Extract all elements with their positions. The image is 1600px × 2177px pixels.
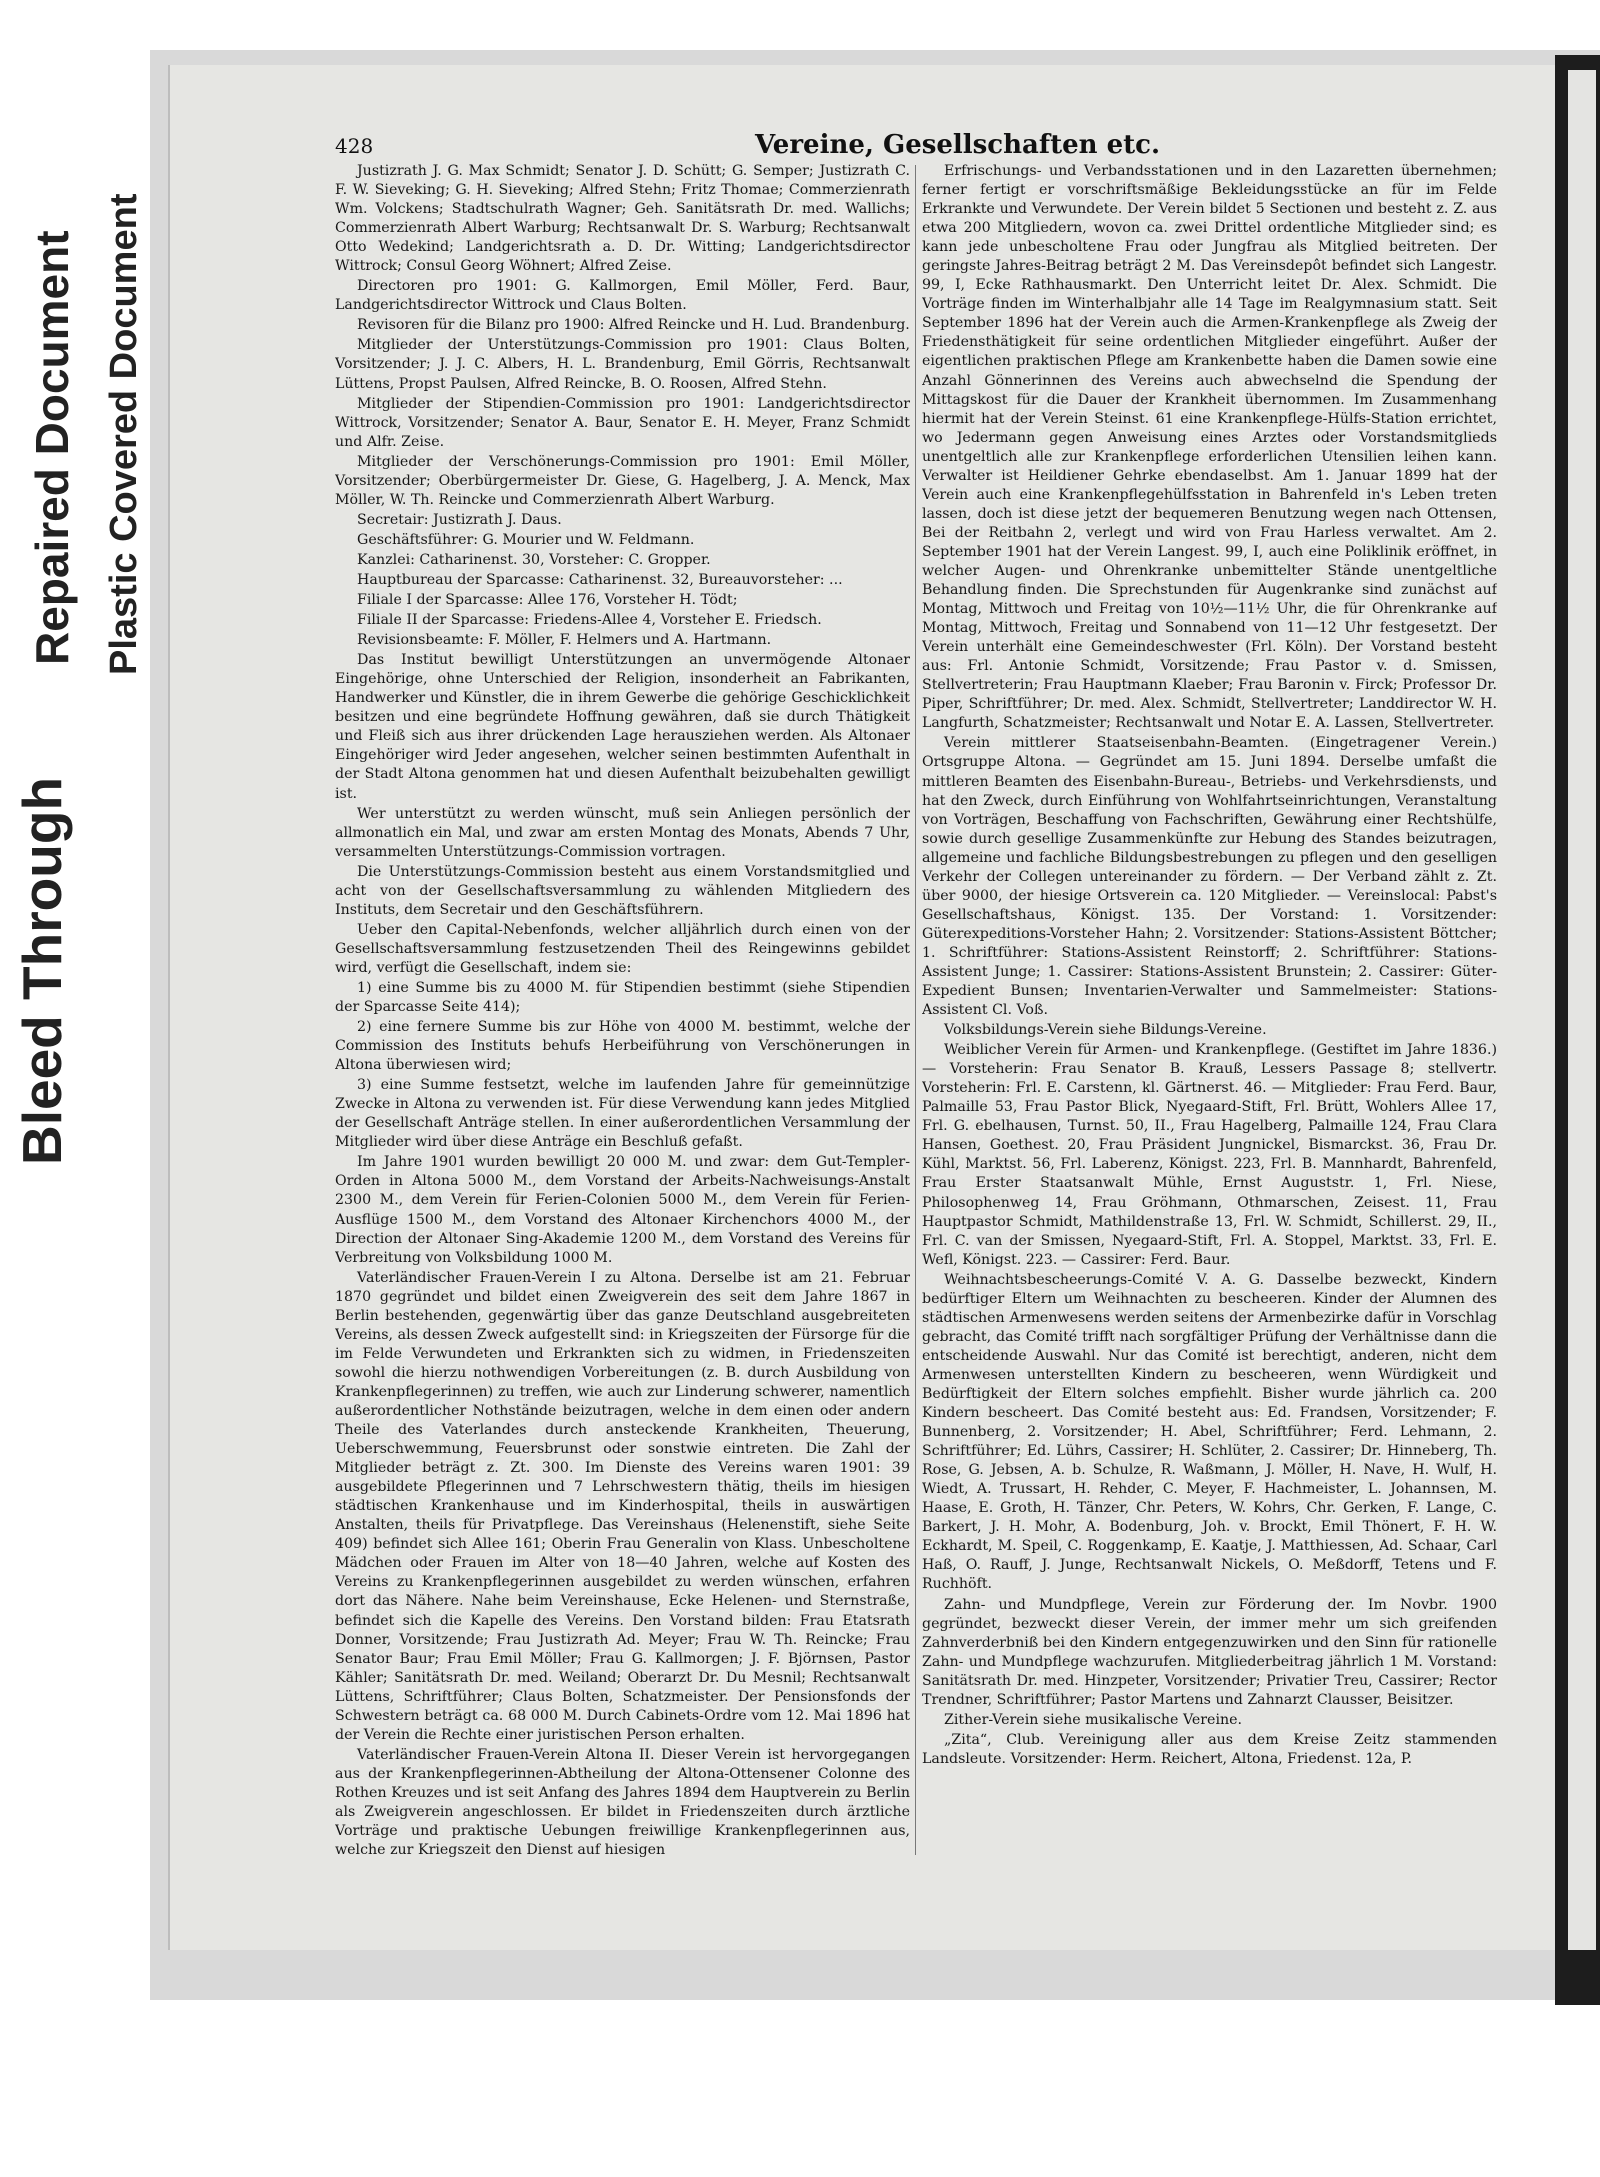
paragraph: Die Unterstützungs-Commission besteht aus einem Vorstandsmitglied und acht von der Gesellschaftsversammlung zu wählenden Mitgliedern des Instituts, dem Secretair und den Geschäftsführern. (335, 863, 910, 918)
paragraph: 1) eine Summe bis zu 4000 M. für Stipendien bestimmt (siehe Stipendien der Sparcasse Seite 414); (335, 979, 910, 1016)
label-repaired-document: Repaired Document (26, 230, 78, 665)
adjacent-page-edge (1568, 70, 1596, 1950)
label-bleed-through: Bleed Through (11, 776, 73, 1165)
paragraph: Im Jahre 1901 wurden bewilligt 20 000 M. und zwar: dem Gut-Templer-Orden in Altona 5000 M., dem Vorstand der Arbeits-Nachweisungs-Anstalt 2300 M., dem Verein für Ferien-Colonien 5000 M., dem Verein für Ferien-Ausflüge 1500 M., dem Vorstand des Altonaer Kirchenchors 4000 M., der Direction der Altonaer Sing-Akademie 1200 M., dem Vorstand des Vereins für Verbreitung von Volksbildung 1000 M. (335, 1154, 910, 1266)
paragraph: 3) eine Summe festsetzt, welche im laufenden Jahre für gemeinnützige Zwecke in Altona zu verwenden ist. Für diese Verwendung kann jedes Mitglied der Gesellschaft Anträge stellen. In einer außerordentlichen Versammlung der Mitglieder wird über diese Anträge ein Beschluß gefaßt. (335, 1077, 910, 1151)
page-header (335, 130, 1485, 164)
paragraph: Mitglieder der Stipendien-Commission pro 1901: Landgerichtsdirector Wittrock, Vorsitzender; Senator A. Baur, Senator E. H. Meyer, Franz Schmidt und Alfr. Zeise. (335, 395, 910, 450)
paragraph: Wer unterstützt zu werden wünscht, muß sein Anliegen persönlich der allmonatlich ein Mal, und zwar am ersten Montag des Monats, Abends 7 Uhr, versammelten Unterstützungs-Commission vortragen. (335, 805, 910, 860)
paragraph: Das Institut bewilligt Unterstützungen an unvermögende Altonaer Eingehörige, ohne Unterschied der Religion, insonderheit an Fabrikanten, Handwerker und Künstler, die in ihrem Gewerbe die gehörige Geschicklichkeit besitzen und eine begründete Hoffnung gewähren, daß sie durch Thätigkeit und Fleiß sich aus ihrer drückenden Lage herausziehen werden. Als Altonaer Eingehöriger wird Jeder angesehen, welcher seinen bestimmten Aufenthalt in der Stadt Altona genommen hat und diesen Aufenthalt beizubehalten gewilligt ist. (335, 652, 910, 802)
paragraph: Weiblicher Verein für Armen- und Krankenpflege. (Gestiftet im Jahre 1836.) — Vorsteherin: Frau Senator B. Krauß, Lessers Passage 8; stellvertr. Vorsteherin: Frl. E. Carstenn, kl. Gärtnerst. 46. — Mitglieder: Frau Ferd. Baur, Palmaille 53, Frau Pastor Blick, Nyegaard-Stift, Frl. Brütt, Wohlers Allee 17, Frl. G. ebelhausen, Turnst. 50, II., Frau Hagelberg, Palmaille 124, Frau Clara Hansen, Goethest. 20, Frau Präsident Jungnickel, Bismarckst. 36, Frau Dr. Kühl, Marktst. 56, Frl. Laberenz, Königst. 223, Frl. B. Mannhardt, Bahrenfeld, Frau Erster Staatsanwalt Mühle, Ernst Auguststr. 1, Frl. Niese, Philosophenweg 14, Frau Gröhmann, Othmarschen, Zeisest. 11, Frau Hauptpastor Schmidt, Mathildenstraße 13, Frl. W. Schmidt, Schillerst. 29, II., Frl. C. van der Smissen, Nyegaard-Stift, Frl. A. Stoppel, Marktst. 33, Frl. E. Wefl, Königst. 223. — Cassirer: Ferd. Baur. (922, 1042, 1497, 1268)
paragraph: Ueber den Capital-Nebenfonds, welcher alljährlich durch einen von der Gesellschaftsversammlung festzusetzenden Theil des Reingewinns gebildet wird, verfügt die Gesellschaft, indem sie: (335, 921, 910, 976)
page-title: Vereine, Gesellschaften etc. (755, 130, 1161, 160)
label-plastic-covered-document: Plastic Covered Document (103, 193, 145, 675)
paragraph: Kanzlei: Catharinenst. 30, Vorsteher: C. Gropper. (357, 551, 711, 568)
paragraph: Geschäftsführer: G. Mourier und W. Feldmann. (357, 531, 695, 548)
paragraph: Vaterländischer Frauen-Verein Altona II. Dieser Verein ist hervorgegangen aus der Krankenpflegerinnen-Abtheilung der Altona-Ottensener Colonne des Rothen Kreuzes und ist seit Anfang des Jahres 1894 dem Hauptverein zu Berlin als Zweigverein angeschlossen. Er bildet in Friedenszeiten durch ärztliche Vorträge und praktische Uebungen freiwillige Krankenpflegerinnen aus, welche zur Kriegszeit den Dienst auf hiesigen (335, 1746, 910, 1859)
right-column (922, 162, 1497, 1882)
left-column (335, 162, 910, 1882)
paragraph: Revisoren für die Bilanz pro 1900: Alfred Reincke und H. Lud. Brandenburg. (357, 317, 910, 334)
paragraph: Filiale II der Sparcasse: Friedens-Allee 4, Vorsteher E. Friedsch. (357, 612, 822, 629)
paragraph: Mitglieder der Unterstützungs-Commission pro 1901: Claus Bolten, Vorsitzender; J. J. C. Albers, H. L. Brandenburg, Emil Görris, Rechtsanwalt Lüttens, Propst Paulsen, Alfred Reincke, B. O. Roosen, Alfred Stehn. (335, 337, 910, 392)
paragraph: Zahn- und Mundpflege, Verein zur Förderung der. Im Novbr. 1900 gegründet, bezweckt dieser Verein, der immer mehr um sich greifenden Zahnverderbniß bei den Kindern entgegenzuwirken und den Sinn für rationelle Zahn- und Mundpflege wachzurufen. Mitgliederbeitrag jährlich 1 M. Vorstand: Sanitätsrath Dr. med. Hinzpeter, Vorsitzender; Privatier Treu, Cassirer; Rector Trendner, Schriftführer; Pastor Martens und Zahnarzt Clausser, Beisitzer. (922, 1596, 1497, 1708)
paragraph: Vaterländischer Frauen-Verein I zu Altona. Derselbe ist am 21. Februar 1870 gegründet und bildet einen Zweigverein des seit dem Jahre 1867 in Berlin bestehenden, gegenwärtig über das ganze Deutschland ausgebreiteten Vereins, als dessen Zweck aufgestellt sind: in Kriegszeiten der Fürsorge für die im Felde Verwundeten und Erkrankten sich zu widmen, in Friedenszeiten sowohl die hierzu nothwendigen Vorbereitungen (z. B. durch Ausbildung von Krankenpflegerinnen) zu treffen, wie auch zur Linderung schwerer, namentlich außerordentlicher Nothstände beizutragen, welche in dem einen oder andern Theile des Vaterlandes durch ansteckende Krankheiten, Theuerung, Ueberschwemmung, Feuersbrunst oder sonstwie eintreten. Die Zahl der Mitglieder beträgt z. Zt. 300. Im Dienste des Vereins waren 1901: 39 ausgebildete Pflegerinnen und 7 Lehrschwestern thätig, theils im hiesigen städtischen Krankenhause und im Kinderhospital, theils in auswärtigen Anstalten, theils für Privatpflege. Das Vereinshaus (Helenenstift, siehe Seite 409) befindet sich Allee 161; Oberin Frau Generalin von Klass. Unbescholtene Mädchen oder Frauen im Alter von 18—40 Jahren, welche auf Kosten des Vereins zu Krankenpflegerinnen ausgebildet zu werden wünschen, erfahren dort das Nähere. Nahe beim Vereinshause, Ecke Helenen- und Sternstraße, befindet sich die Kapelle des Vereins. Den Vorstand bilden: Frau Etatsrath Donner, Vorsitzende; Frau Justizrath Ad. Meyer; Frau W. Th. Reincke; Frau Senator Baur; Frau Emil Möller; Frau G. Kallmorgen; J. F. Björnsen, Pastor Kähler; Sanitätsrath Dr. med. Weiland; Oberarzt Dr. Du Mesnil; Rechtsanwalt Lüttens, Schriftführer; Claus Bolten, Schatzmeister. Der Pensionsfonds der Schwestern beträgt ca. 68 000 M. Durch Cabinets-Ordre vom 12. Mai 1896 hat der Verein die Rechte einer juristischen Person erhalten. (335, 1269, 910, 1743)
paragraph: 2) eine fernere Summe bis zur Höhe von 4000 M. bestimmt, welche der Commission des Instituts behufs Herbeiführung von Verschönerungen in Altona überwiesen wird; (335, 1019, 910, 1074)
paragraph: Weihnachtsbescheerungs-Comité V. A. G. Dasselbe bezweckt, Kindern bedürftiger Eltern um Weihnachten zu bescheeren. Kinder der Alumnen des städtischen Armenwesens werden seitens der Armenbezirke dafür in Vorschlag gebracht, das Comité trifft nach sorgfältiger Prüfung der Verhältnisse dann die entscheidende Auswahl. Nur das Comité ist berechtigt, anderen, nicht dem Armenwesen unterstellten Kindern zu bescheeren, wenn Würdigkeit und Bedürftigkeit der Eltern solches empfiehlt. Bisher wurde jährlich ca. 200 Kindern bescheert. Das Comité besteht aus: Ed. Frandsen, Vorsitzender; F. Bunnenberg, 2. Vorsitzender; H. Abel, Schriftführer; Ferd. Lehmann, 2. Schriftführer; Ed. Lührs, Cassirer; H. Schlüter, 2. Cassirer; Dr. Hinneberg, Th. Rose, G. Jebsen, A. b. Schulze, R. Waßmann, J. Möller, H. Nave, H. Wulf, H. Wiedt, A. Trussart, H. Rehder, C. Meyer, F. Hachmeister, L. Johannsen, M. Haase, E. Groth, H. Tänzer, Chr. Peters, W. Kohrs, Chr. Gerken, F. Lange, C. Barkert, J. H. Mohr, A. Bodenburg, Joh. v. Brockt, Emil Thönert, F. H. W. Eckhardt, M. Speil, C. Roggenkamp, E. Kaatje, J. Matthiessen, Ad. Schaar, Carl Haß, O. Rauff, J. Junge, Rechtsanwalt Nickels, O. Meßdorff, Tetens und F. Ruchhöft. (922, 1271, 1497, 1593)
paragraph: Erfrischungs- und Verbandsstationen und in den Lazaretten übernehmen; ferner fertigt er vorschriftsmäßige Bekleidungsstücke an für im Felde Erkrankte und Verwundete. Der Verein bildet 5 Sectionen und besteht z. Z. aus etwa 200 Mitgliedern, wovon ca. zwei Drittel ordentliche Mitglieder sind; es kann jede unbescholtene Frau oder Jungfrau als Mitglied beitreten. Der geringste Jahres-Beitrag beträgt 2 M. Das Vereinsdepôt befindet sich Langestr. 99, I, Ecke Rathhausmarkt. Den Unterricht leitet Dr. Alex. Schmidt. Die Vorträge finden im Winterhalbjahr alle 14 Tage im Realgymnasium statt. Seit September 1896 hat der Verein auch die Armen-Krankenpflege als Zweig der Friedensthätigkeit für seine ordentlichen Mitglieder eingeführt. Außer der eigentlichen praktischen Pflege am Krankenbette haben die Damen sowie eine Anzahl Gönnerinnen des Vereins auch abwechselnd die Spendung der Mittagskost für die Dauer der Krankheit übernommen. Im Zusammenhang hiermit hat der Verein Steinst. 61 eine Krankenpflege-Hülfs-Station errichtet, wo Jedermann gegen Anweisung eines Arztes oder Vorstandsmitglieds unentgeltlich alle zur Krankenpflege erforderlichen Utensilien leihen kann. Verwalter ist Heildiener Gehrke ebendaselbst. Am 1. Januar 1899 hat der Verein auch eine Krankenpflegehülfsstation in Bahrenfeld in's Leben treten lassen, doch ist diese jetzt der bequemeren Benutzung wegen nach Ottensen, Bei der Reitbahn 2, verlegt und wird von Frau Harless verwaltet. Am 2. September 1901 hat der Verein Langest. 99, I, auch eine Poliklinik eröffnet, in welcher Augen- und Ohrenkranke unbemittelter Stände unentgeltliche Behandlung finden. Die Sprechstunden für Augenkranke sind zunächst auf Montag, Mittwoch und Freitag von 10½—11½ Uhr, die für Ohrenkranke auf Montag, Mittwoch, Freitag und Sonnabend von 11—12 Uhr festgesetzt. Der Verein unterhält eine Gemeindeschwester (Frl. Köln). Der Vorstand besteht aus: Frl. Antonie Schmidt, Vorsitzende; Frau Pastor v. d. Smissen, Stellvertreterin; Frau Hauptmann Klaeber; Frau Baronin v. Firck; Professor Dr. Piper, Schriftführer; Dr. med. Alex. Schmidt, Stellvertreter; Landdirector W. H. Langfurth, Schatzmeister; Rechtsanwalt und Notar E. A. Lassen, Stellvertreter. (922, 163, 1497, 732)
paragraph: Directoren pro 1901: G. Kallmorgen, Emil Möller, Ferd. Baur, Landgerichtsdirector Wittrock und Claus Bolten. (335, 278, 910, 314)
column-divider (915, 165, 916, 1855)
page-number: 428 (335, 134, 374, 158)
paragraph: Hauptbureau der Sparcasse: Catharinenst. 32, Bureauvorsteher: ... (357, 571, 843, 588)
paragraph: Filiale I der Sparcasse: Allee 176, Vorsteher H. Tödt; (357, 592, 738, 609)
paragraph: Volksbildungs-Verein siehe Bildungs-Vereine. (944, 1022, 1267, 1039)
paragraph: Revisionsbeamte: F. Möller, F. Helmers und A. Hartmann. (357, 632, 772, 649)
paragraph: Zither-Verein siehe musikalische Vereine. (944, 1711, 1243, 1728)
paragraph: Verein mittlerer Staatseisenbahn-Beamten. (Eingetragener Verein.) Ortsgruppe Altona. — Gegründet am 15. Juni 1894. Derselbe umfaßt die mittleren Beamten des Eisenbahn-Bureau-, Betriebs- und Verkehrsdiensts, und hat den Zweck, durch Einführung von Wohlfahrtseinrichtungen, Veranstaltung von Vorträgen, Beschaffung von Fachschriften, Gewährung einer Rechtshülfe, sowie durch gesellige Zusammenkünfte zur Hebung des Standes beizutragen, allgemeine und fachliche Bildungsbestrebungen zu pflegen und den geselligen Verkehr der Collegen untereinander zu fördern. — Der Verband zählt z. Zt. über 9000, der hiesige Ortsverein ca. 120 Mitglieder. — Vereinslocal: Pabst's Gesellschaftshaus, Königst. 135. Der Vorstand: 1. Vorsitzender: Güterexpeditions-Vorsteher Hahn; 2. Vorsitzender: Stations-Assistent Böttcher; 1. Schriftführer: Stations-Assistent Reinstorff; 2. Schriftführer: Stations-Assistent Junge; 1. Cassirer: Stations-Assistent Brunstein; 2. Cassirer: Güter-Expedient Bunsen; Inventarien-Verwalter und Sammelmeister: Stations-Assistent Cl. Voß. (922, 735, 1497, 1019)
paragraph: Justizrath J. G. Max Schmidt; Senator J. D. Schütt; G. Semper; Justizrath C. F. W. Sieveking; G. H. Sieveking; Alfred Stehn; Fritz Thomae; Commerzienrath Wm. Volckens; Stadtschulrath Wagner; Geh. Sanitätsrath Dr. med. Wallichs; Commerzienrath Albert Warburg; Rechtsanwalt Dr. S. Warburg; Rechtsanwalt Otto Wedekind; Landgerichtsrath a. D. Dr. Witting; Landgerichtsdirector Wittrock; Consul Georg Wöhnert; Alfred Zeise. (335, 163, 910, 275)
paragraph: Mitglieder der Verschönerungs-Commission pro 1901: Emil Möller, Vorsitzender; Oberbürgermeister Dr. Giese, G. Hagelberg, J. A. Menck, Max Möller, W. Th. Reincke und Commerzienrath Albert Warburg. (335, 453, 910, 508)
paragraph: „Zita“, Club. Vereinigung aller aus dem Kreise Zeitz stammenden Landsleute. Vorsitzender: Herm. Reichert, Altona, Friedenst. 12a, P. (922, 1731, 1497, 1767)
paragraph: Secretair: Justizrath J. Daus. (357, 511, 562, 528)
